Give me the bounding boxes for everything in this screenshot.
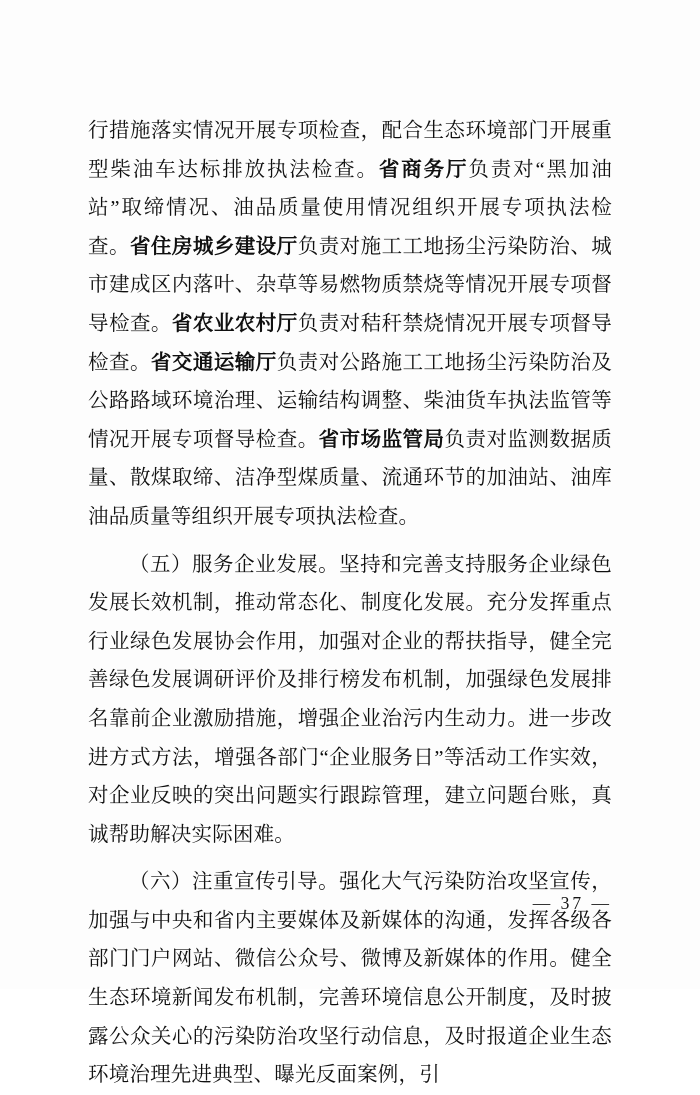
- text-run: 负责对监测数据质量、散煤取缔、洁净型煤质量、流通环节的加油站、油库油品质量等组织开展专项执法检查。: [88, 428, 612, 528]
- emphasized-run: 省农业农村厅: [171, 312, 298, 335]
- text-run: 负责对秸秆禁烧情况开展专项督导检查。: [88, 312, 613, 374]
- paragraph-service-enterprise-development: [88, 546, 612, 855]
- emphasized-run: 省住房城乡建设厅: [129, 235, 298, 258]
- text-run: 强化大气污染防治攻坚宣传，加强与中央和省内主要媒体及新媒体的沟通，发挥各级各部门门户网站、微信公众号、微博及新媒体的作用。健全生态环境新闻发布机制，完善环境信息公开制度，及时披露公众关心的污染防治攻坚行动信息，及时报道企业生态环境治理先进典型、曝光反面案例，引: [88, 871, 612, 1087]
- text-run: 坚持和完善支持服务企业绿色发展长效机制，推动常态化、制度化发展。充分发挥重点行业绿色发展协会作用，加强对企业的帮扶指导，健全完善绿色发展调研评价及排行榜发布机制，加强绿色发展排名靠前企业激励措施，增强企业治污内生动力。进一步改进方式方法，增强各部门“企业服务日”等活动工作实效，对企业反映的突出问题实行跟踪管理，建立问题台账，真诚帮助解决实际困难。: [88, 553, 612, 846]
- text-run: 负责对施工工地扬尘污染防治、城市建成区内落叶、杂草等易燃物质禁烧等情况开展专项督导检查。: [88, 235, 613, 335]
- emphasized-run: 省商务厅: [378, 158, 469, 181]
- emphasized-run: 省交通运输厅: [150, 351, 277, 374]
- paragraph-duties: [88, 112, 612, 537]
- emphasized-run: 省市场监管局: [318, 428, 445, 451]
- document-body: [88, 112, 612, 1095]
- page-number: — 37 —: [532, 893, 612, 913]
- text-run: （五）服务企业发展。: [129, 553, 340, 576]
- text-run: 负责对公路施工工地扬尘污染防治及公路路域环境治理、运输结构调整、柴油货车执法监管等情况开展专项督导检查。: [88, 351, 613, 451]
- text-run: 负责对“黑加油站”取缔情况、油品质量使用情况组织开展专项执法检查。: [88, 158, 612, 258]
- text-run: （六）注重宣传引导。: [129, 871, 340, 894]
- text-run: 行措施落实情况开展专项检查，配合生态环境部门开展重型柴油车达标排放执法检查。: [88, 120, 612, 181]
